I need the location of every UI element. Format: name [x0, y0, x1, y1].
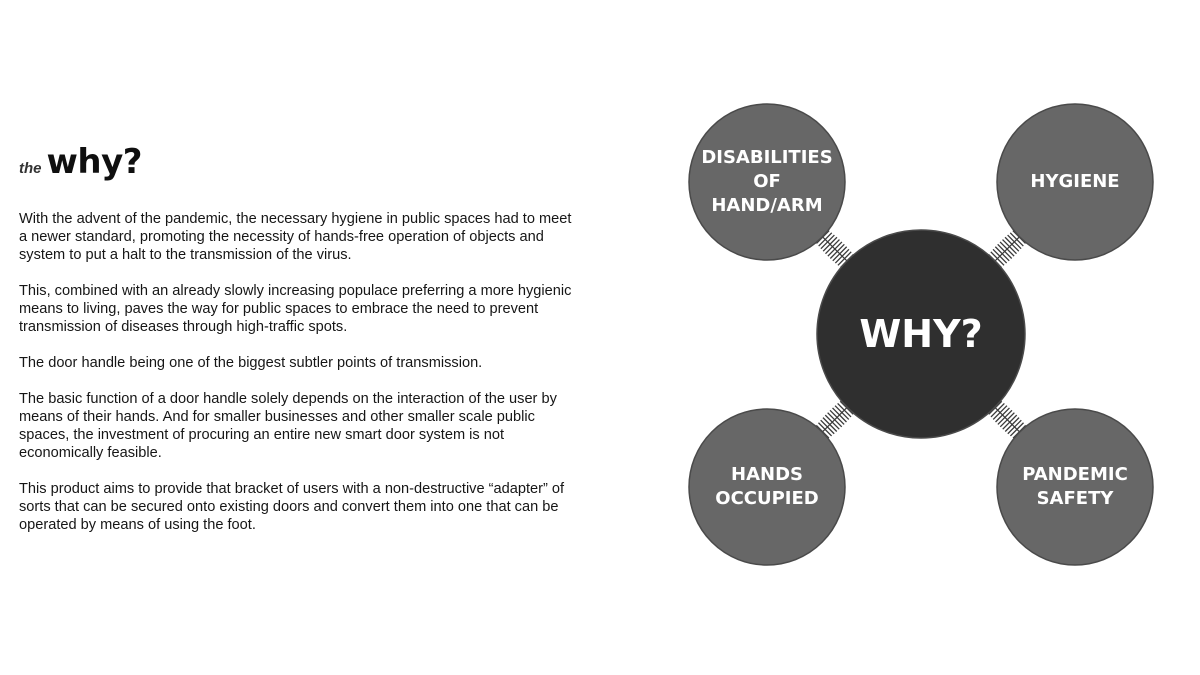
paragraph-pandemic: With the advent of the pandemic, the necessary hygiene in public spaces had to meet a newer standard, promoting the necessity of hands-free operation of objects and system to put a halt to the transmission of the virus. [19, 211, 572, 263]
heading-prefix: the [19, 160, 42, 177]
paragraph-populace: This, combined with an already slowly increasing populace preferring a more hygienic means to living, paves the way for public spaces to embrace the need to prevent transmission of diseases through high-traffic spots. [19, 283, 572, 335]
paragraph-product-aim: This product aims to provide that bracket of users with a non-destructive “adapter” of sorts that can be secured onto existing doors and convert them into one that can be operated by means of using the foot. [19, 481, 565, 533]
label-disabilities: DISABILITIES OF HAND/ARM [701, 147, 833, 216]
label-hygiene: HYGIENE [1030, 171, 1120, 192]
paragraph-door-handle: The door handle being one of the biggest subtler points of transmission. [19, 355, 483, 371]
why-diagram [660, 85, 1180, 585]
body-text [19, 210, 579, 552]
slide-heading [19, 142, 143, 182]
paragraph-basic-function: The basic function of a door handle solely depends on the interaction of the user by means of their hands. And for smaller businesses and other smaller scale public spaces, the investment of procuring an entire new smart door system is not economically feasible. [19, 391, 557, 461]
heading-title: why? [46, 142, 143, 182]
label-center-why: WHY? [859, 312, 983, 356]
label-hands-occupied: HANDS OCCUPIED [715, 464, 819, 509]
label-pandemic-safety: PANDEMIC SAFETY [1022, 464, 1128, 509]
